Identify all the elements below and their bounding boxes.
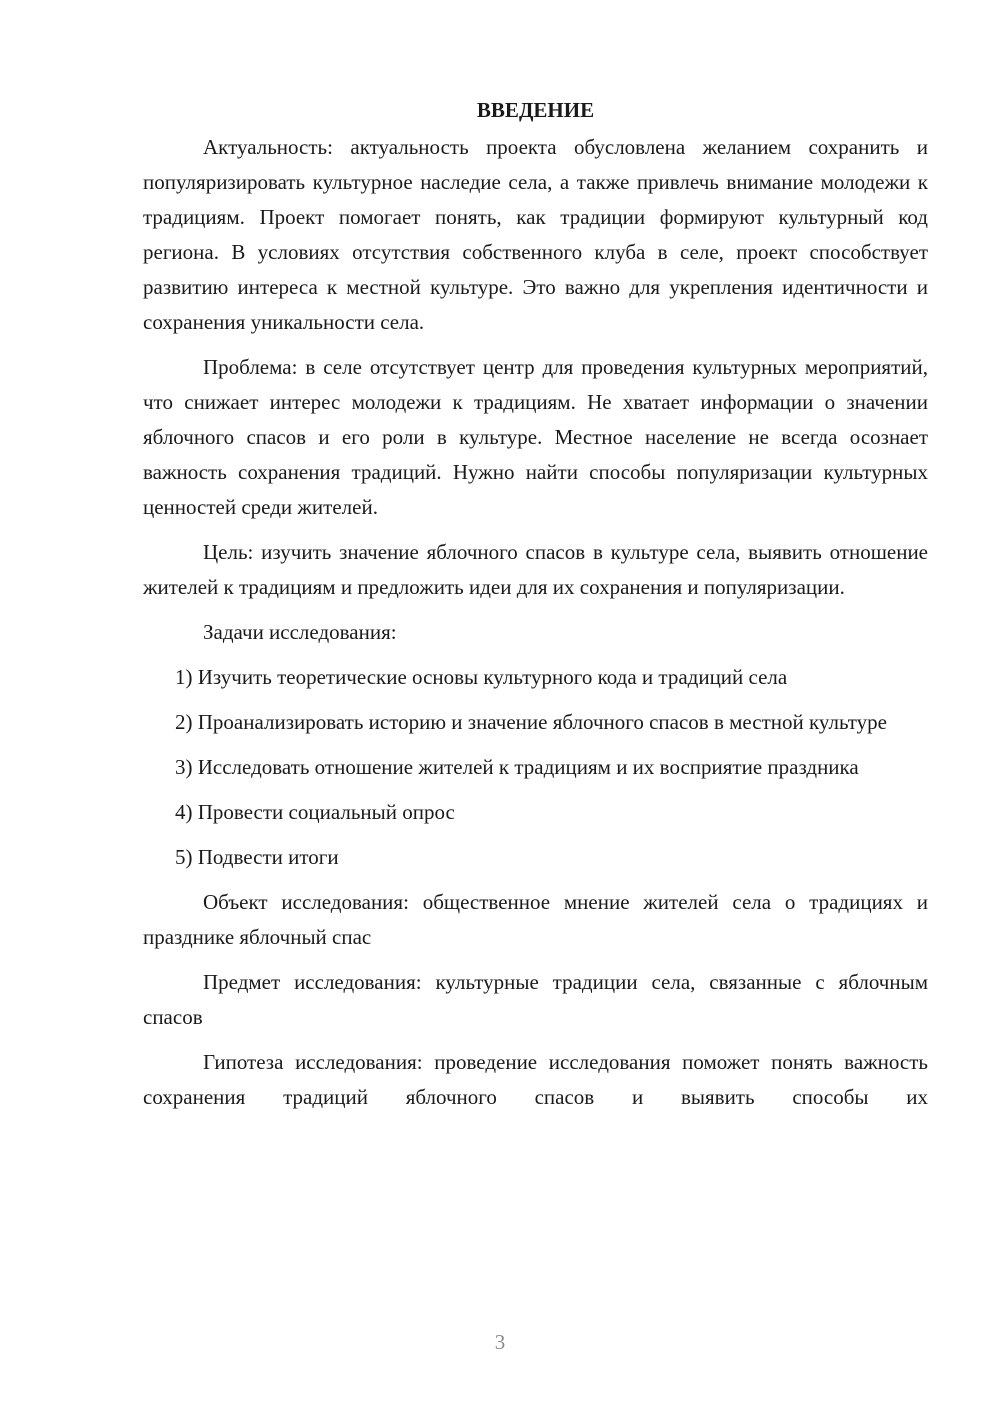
task-item: 5) Подвести итоги — [175, 845, 339, 869]
relevance-paragraph: Актуальность: актуальность проекта обусловлена желанием сохранить и популяризировать культурное наследие села, а также привлечь внимание молодежи к традициям. Проект помогает понять, как традиции формируют культурный код региона. В условиях отсутствия собственного клуба в селе, проект способствует развитию интереса к местной культуре. Это важно для укрепления идентичности и сохранения уникальности села. — [143, 135, 928, 334]
task-item: 2) Проанализировать историю и значение яблочного спасов в местной культуре — [175, 710, 887, 734]
subject-paragraph: Предмет исследования: культурные традиции села, связанные с яблочным спасов — [143, 970, 928, 1029]
task-item: 1) Изучить теоретические основы культурного кода и традиций села — [175, 665, 788, 689]
hypothesis-paragraph: Гипотеза исследования: проведение исследования поможет понять важность сохранения традиций яблочного спасов и выявить способы их — [143, 1050, 928, 1109]
tasks-heading: Задачи исследования: — [203, 620, 397, 644]
task-item: 3) Исследовать отношение жителей к традициям и их восприятие праздника — [175, 755, 859, 779]
section-title: ВВЕДЕНИЕ — [476, 98, 595, 122]
object-paragraph: Объект исследования: общественное мнение жителей села о традициях и празднике яблочный спас — [143, 890, 928, 949]
problem-paragraph: Проблема: в селе отсутствует центр для проведения культурных мероприятий, что снижает интерес молодежи к традициям. Не хватает информации о значении яблочного спасов и его роли в культуре. Местное население не всегда осознает важность сохранения традиций. Нужно найти способы популяризации культурных ценностей среди жителей. — [143, 355, 928, 519]
page-content — [143, 92, 928, 1125]
goal-paragraph: Цель: изучить значение яблочного спасов в культуре села, выявить отношение жителей к традициям и предложить идеи для их сохранения и популяризации. — [143, 540, 928, 599]
task-item: 4) Провести социальный опрос — [175, 800, 455, 824]
page-number: 3 — [494, 1330, 506, 1354]
